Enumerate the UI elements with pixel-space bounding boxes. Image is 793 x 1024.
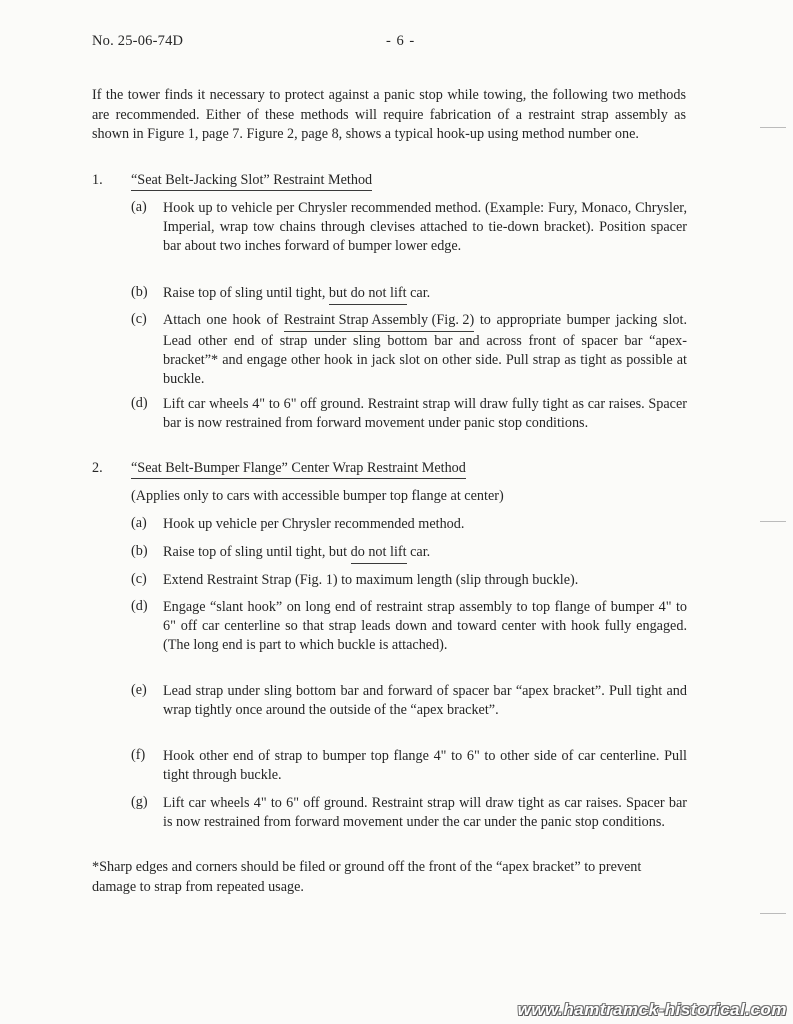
s1-item-c-text: Attach one hook of Restraint Strap Assembly (Fig. 2) to appropriate bumper jacking slot. Lead other end of strap under sling bottom bar and across front of spacer bar “apex-bracket”* and engage other hook in jack slot on other side. Pull strap as tight as possible at buckle. <box>163 312 687 387</box>
s1-item-d-text: Lift car wheels 4" to 6" off ground. Restraint strap will draw fully tight as car raises. Spacer bar is now restrained from forward movement under panic stop conditions. <box>163 396 687 431</box>
s2-item-d-letter: (d) <box>131 598 148 614</box>
s2-item-a-letter: (a) <box>131 515 147 531</box>
underlined-phrase: Restraint Strap Assembly (Fig. 2) <box>284 311 474 332</box>
footnote: *Sharp edges and corners should be filed or ground off the front of the “apex bracket” to prevent damage to strap from repeated usage. <box>92 859 642 895</box>
s1-item-d-letter: (d) <box>131 395 148 411</box>
s1-item-a-letter: (a) <box>131 199 147 215</box>
s2-item-b-letter: (b) <box>131 543 148 559</box>
underlined-phrase: but do not lift <box>329 284 407 305</box>
s2-item-a-text: Hook up vehicle per Chrysler recommended method. <box>163 516 465 532</box>
scan-mark <box>760 127 786 128</box>
section-2-number: 2. <box>92 460 103 476</box>
s1-item-c-letter: (c) <box>131 311 147 327</box>
s2-item-f-letter: (f) <box>131 747 146 763</box>
s1-item-b-letter: (b) <box>131 284 148 300</box>
s2-item-c-letter: (c) <box>131 571 147 587</box>
scan-mark <box>760 913 786 914</box>
underlined-phrase: do not lift <box>351 543 407 564</box>
site-watermark: www.hamtramck-historical.com <box>517 1000 787 1019</box>
s1-item-a-text: Hook up to vehicle per Chrysler recommended method. (Example: Fury, Monaco, Chrysler, Imperial, wrap tow chains through clevises attached to tie-down bracket). Position spacer bar about two inches forward of bumper lower edge. <box>163 200 687 254</box>
s1-item-b-text: Raise top of sling until tight, but do not lift car. <box>163 284 687 305</box>
s2-item-g-letter: (g) <box>131 794 148 810</box>
s2-item-d-text: Engage “slant hook” on long end of restraint strap assembly to top flange of bumper 4" to 6" off car centerline so that strap leads down and toward center with hook fully engaged. (The long end is part to which buckle is attached). <box>163 599 687 653</box>
section-2-title: “Seat Belt-Bumper Flange” Center Wrap Restraint Method <box>131 460 466 479</box>
s2-item-f-text: Hook other end of strap to bumper top flange 4" to 6" to other side of car centerline. Pull tight through buckle. <box>163 748 687 783</box>
s2-item-c-text: Extend Restraint Strap (Fig. 1) to maximum length (slip through buckle). <box>163 572 579 588</box>
s2-item-e-letter: (e) <box>131 682 147 698</box>
document-number: No. 25-06-74D <box>92 33 184 49</box>
s2-item-g-text: Lift car wheels 4" to 6" off ground. Restraint strap will draw tight as car raises. Spacer bar is now restrained from forward movement under the car under the panic stop conditions. <box>163 795 687 830</box>
section-1-number: 1. <box>92 172 103 188</box>
scan-mark <box>760 521 786 522</box>
page-number: - 6 - <box>386 33 416 49</box>
s2-item-e-text: Lead strap under sling bottom bar and forward of spacer bar “apex bracket”. Pull tight and wrap tightly once around the outside of the “apex bracket”. <box>163 683 687 718</box>
s2-item-b-text: Raise top of sling until tight, but do not lift car. <box>163 543 687 564</box>
section-2-applies-note: (Applies only to cars with accessible bumper top flange at center) <box>131 488 504 504</box>
section-1-title: “Seat Belt-Jacking Slot” Restraint Method <box>131 172 372 191</box>
intro-paragraph: If the tower finds it necessary to protect against a panic stop while towing, the following two methods are recommended. Either of these methods will require fabrication of a restraint strap assembly as shown in Figure 1, page 7. Figure 2, page 8, shows a typical hook-up using method number one. <box>92 87 686 143</box>
